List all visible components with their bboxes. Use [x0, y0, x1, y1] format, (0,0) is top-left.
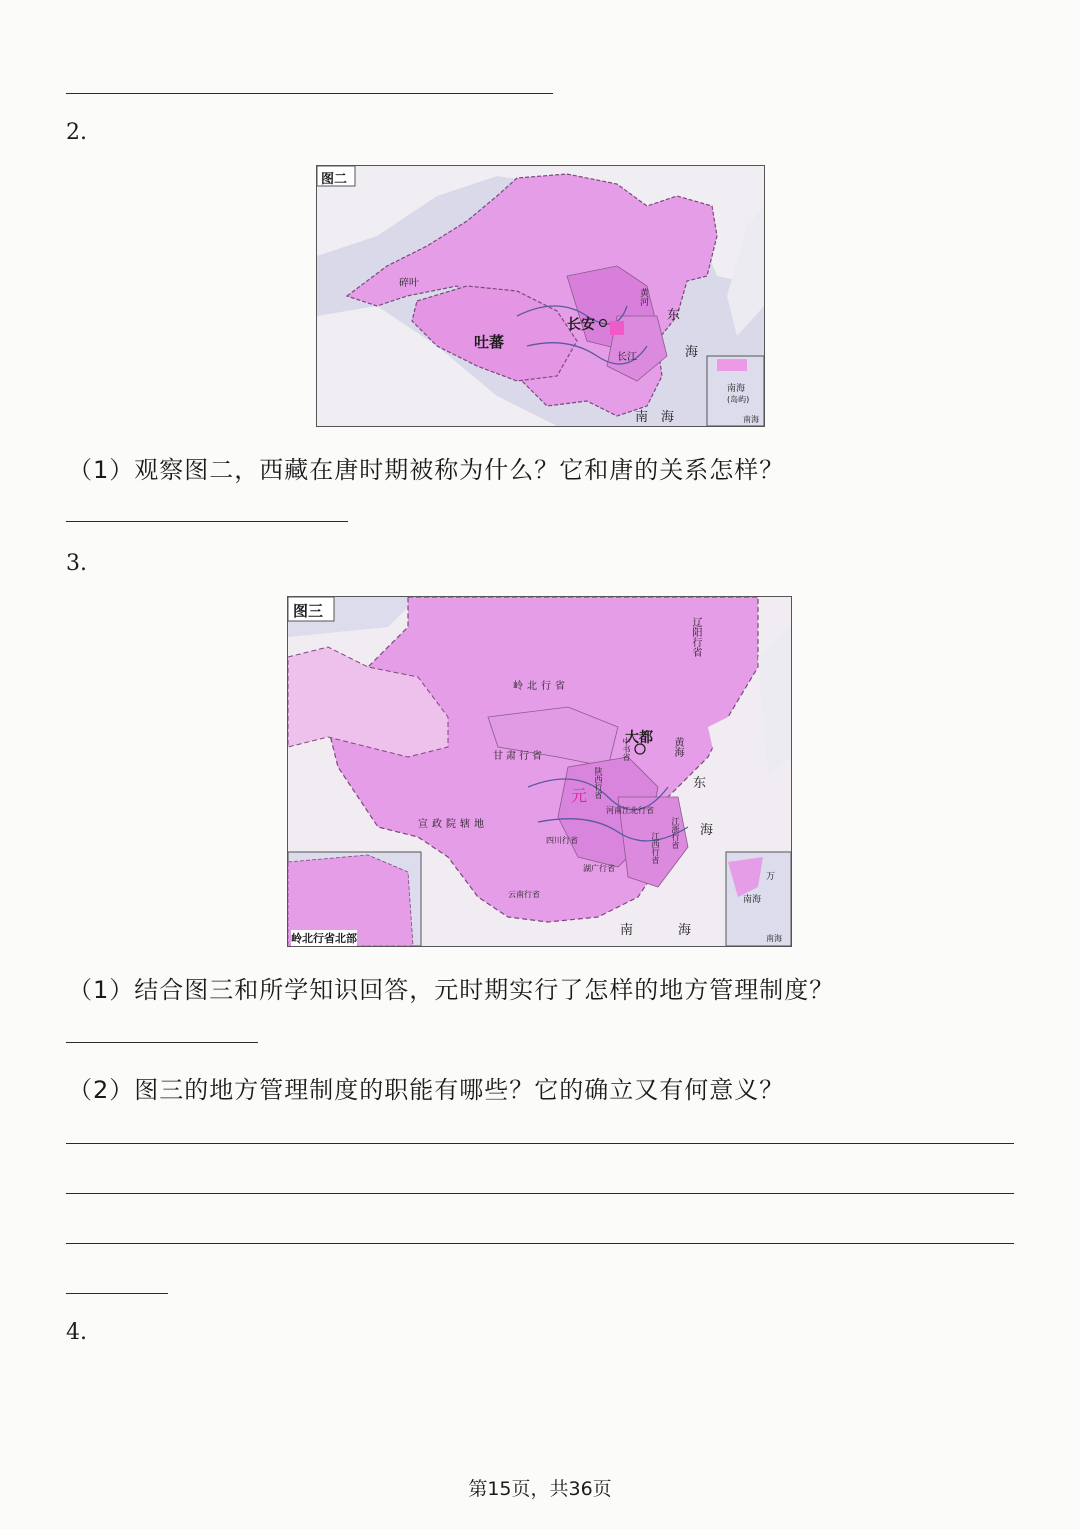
question-text: （2）图三的地方管理制度的职能有哪些？它的确立又有何意义？	[68, 1076, 785, 1104]
place-huanghai: 海	[685, 345, 699, 360]
question-number: 4.	[66, 1320, 87, 1345]
place-lingbei: 岭北行省	[513, 681, 569, 692]
answer-line	[66, 1193, 1014, 1194]
place-huanghai: 黄海	[672, 737, 683, 757]
place-nanhai-1: 南	[620, 923, 634, 938]
place-suiye: 碎叶	[399, 278, 419, 289]
place-donghai-1: 东	[693, 776, 707, 791]
place-jiangxi: 江西行省	[651, 832, 660, 864]
place-donghai-2: 海	[700, 823, 714, 838]
place-nanhai-2: 海	[661, 410, 675, 425]
question-text: （1）结合图三和所学知识回答，元时期实行了怎样的地方管理制度？	[68, 976, 835, 1004]
inset-right-label: 万	[766, 872, 776, 882]
map-label: 图二	[321, 172, 348, 187]
place-nanhai-2: 海	[678, 923, 692, 938]
inset-right-label-2: 南海	[743, 895, 762, 905]
map-label: 图三	[293, 602, 324, 620]
place-tubo: 吐蕃	[474, 333, 505, 351]
place-yunnan: 云南行省	[508, 890, 540, 899]
inset-sub-label: (岛屿)	[727, 395, 750, 404]
inset-right-caption: 南海	[766, 934, 782, 943]
place-dadu: 大都	[625, 730, 653, 746]
place-shaanxi: 陕西行省	[594, 767, 603, 799]
map-figure-2	[316, 165, 765, 427]
place-yuan: 元	[571, 786, 588, 805]
place-xuanzheng: 宣政院辖地	[418, 819, 488, 830]
tang-map-graphic	[317, 166, 764, 426]
place-huguang: 湖广行省	[583, 864, 615, 873]
place-jiangzhe: 江浙行省	[671, 817, 680, 849]
question-text: （1）观察图二，西藏在唐时期被称为什么？它和唐的关系怎样？	[68, 456, 785, 484]
place-changan: 长安	[567, 317, 595, 333]
place-sichuan: 四川行省	[546, 836, 578, 845]
inset-left-caption: 岭北行省北部	[291, 932, 357, 945]
answer-line	[66, 1143, 1014, 1144]
map-figure-3	[287, 596, 792, 947]
answer-line	[66, 93, 553, 94]
question-number: 2.	[66, 120, 87, 145]
inset-label: 南海	[727, 384, 746, 394]
place-changjiang: 长江	[617, 352, 637, 363]
answer-line	[66, 1042, 258, 1043]
place-huanghe: 黄河	[638, 288, 648, 306]
question-number: 3.	[66, 551, 87, 576]
answer-line	[66, 1293, 168, 1294]
place-nanhai-1: 南	[635, 410, 649, 425]
place-liaoyang: 辽阳行省	[690, 617, 701, 657]
answer-line	[66, 1243, 1014, 1244]
page-footer: 第15页，共36页	[468, 1478, 612, 1500]
answer-line	[66, 521, 348, 522]
place-donghai: 东	[667, 308, 681, 323]
place-zhongshu: 中书省	[622, 737, 631, 761]
place-gansu: 甘肃行省	[493, 751, 545, 762]
place-henan: 河南江北行省	[606, 806, 654, 815]
inset-caption: 南海	[743, 415, 759, 424]
